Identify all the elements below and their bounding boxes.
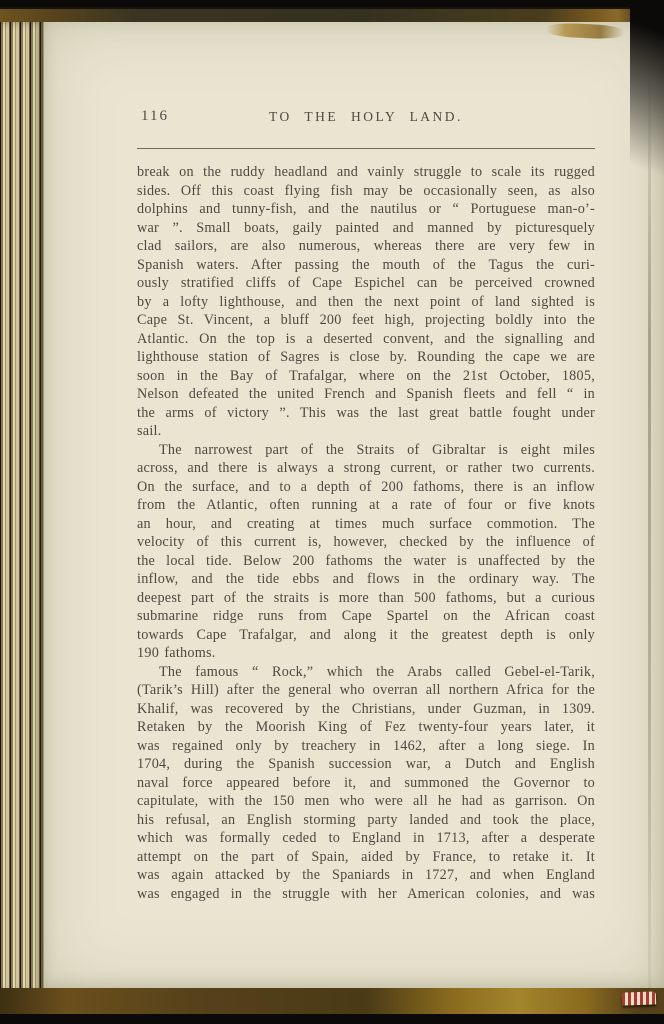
text-line: from the Atlantic, often running at a rate of four or five knots — [137, 497, 595, 513]
text-line: the local tide. Below 200 fathoms the water is unaffected by the — [137, 552, 595, 569]
book-cover-bottom-edge — [0, 988, 664, 1017]
text-line: (Tarik’s Hill) after the general who overran all northern Africa for the — [137, 682, 595, 698]
text-line: ously stratified cliffs of Cape Espichel can be perceived crowned — [137, 275, 595, 291]
text-line: inflow, and the tide ebbs and flows in the ordinary way. The — [137, 571, 595, 587]
text-line: 1704, during the Spanish succession war, a Dutch and English — [137, 756, 595, 772]
text-line: Atlantic. On the top is a deserted convent, and the signalling and — [137, 330, 595, 347]
book-page — [44, 22, 664, 991]
text-line: The famous “ Rock,” which the Arabs called Gebel-el-Tarik, — [159, 663, 595, 680]
text-line: dolphins and tunny-fish, and the nautilus or “ Portuguese man-o’- — [137, 201, 595, 217]
text-line: across, and there is always a strong current, or rather two currents. — [137, 460, 595, 476]
text-line: Spanish waters. After passing the mouth of the Tagus the curi- — [137, 256, 595, 273]
page-header — [137, 108, 595, 134]
text-line: was engaged in the struggle with her American colonies, and was — [137, 885, 595, 902]
text-line: his refusal, an English storming party landed and took the place, — [137, 811, 595, 828]
top-right-shadow — [630, 0, 664, 260]
text-line: Retaken by the Moorish King of Fez twenty-four years later, it — [137, 719, 595, 735]
text-line: lighthouse station of Sagres is close by. Rounding the cape we are — [137, 349, 595, 365]
text-block — [137, 163, 595, 903]
text-line: capitulate, with the 150 men who were all he had as garrison. On — [137, 793, 595, 809]
text-line: naval force appeared before it, and summoned the Governor to — [137, 774, 595, 791]
text-line: break on the ruddy headland and vainly struggle to scale its rugged — [137, 164, 595, 180]
page-number: 116 — [141, 108, 169, 124]
text-line: attempt on the part of Spain, aided by France, to retake it. It — [137, 848, 595, 865]
text-line: soon in the Bay of Trafalgar, where on the 21st October, 1805, — [137, 367, 595, 384]
text-line: war ”. Small boats, gaily painted and manned by picturesquely — [137, 219, 595, 236]
text-line: was regained only by treachery in 1462, after a long siege. In — [137, 737, 595, 754]
text-line: 190 fathoms. — [137, 645, 216, 661]
text-line: The narrowest part of the Straits of Gibraltar is eight miles — [159, 441, 595, 458]
text-line: by a lofty lighthouse, and then the next point of land sighted is — [137, 293, 595, 310]
text-line: Khalif, was recovered by the Christians, under Guzman, in 1309. — [137, 700, 595, 717]
text-line: which was formally ceded to England in 1713, after a desperate — [137, 830, 595, 846]
text-line: Nelson defeated the united French and Spanish fleets and fell “ in — [137, 386, 595, 402]
text-line: clad sailors, are also numerous, whereas there are very few in — [137, 238, 595, 254]
text-line: On the surface, and to a depth of 200 fathoms, there is an inflow — [137, 478, 595, 495]
header-rule — [137, 148, 595, 149]
text-line: towards Cape Trafalgar, and along it the greatest depth is only — [137, 626, 595, 643]
headband-ribbon — [622, 991, 656, 1005]
page-stack-edges — [0, 22, 46, 994]
running-header: TO THE HOLY LAND. — [269, 109, 463, 124]
text-line: sides. Off this coast flying fish may be occasionally seen, as also — [137, 182, 595, 199]
text-line: submarine ridge runs from Cape Spartel on the African coast — [137, 608, 595, 624]
text-line: velocity of this current is, however, checked by the influence of — [137, 534, 595, 550]
text-line: Cape St. Vincent, a bluff 200 feet high, projecting boldly into the — [137, 312, 595, 328]
text-line: an hour, and creating at times much surface commotion. The — [137, 515, 595, 532]
text-line: the arms of victory ”. This was the last great battle fought under — [137, 404, 595, 421]
text-line: deepest part of the straits is more than 500 fathoms, but a curious — [137, 589, 595, 606]
text-line: sail. — [137, 423, 162, 439]
page-content — [137, 108, 595, 903]
text-line: was again attacked by the Spaniards in 1727, and when England — [137, 867, 595, 883]
